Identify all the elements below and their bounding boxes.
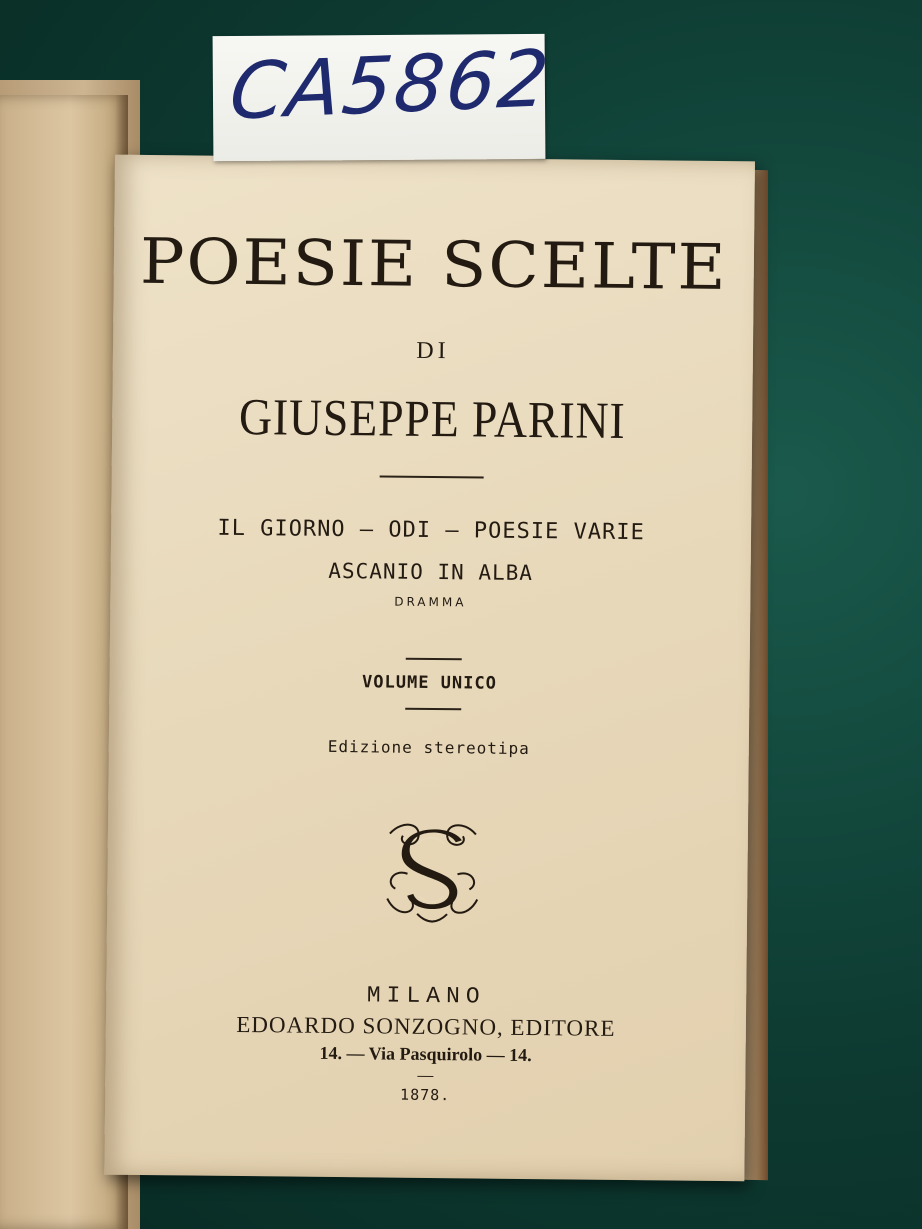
- year-rule: [417, 1076, 433, 1077]
- dramma-line: DRAMMA: [394, 594, 467, 610]
- edition-line: Edizione stereotipa: [327, 736, 530, 759]
- ascanio-line: ASCANIO IN ALBA: [328, 558, 534, 586]
- publication-year: 1878.: [400, 1085, 451, 1105]
- book-author: GIUSEPPE PARINI: [238, 388, 626, 451]
- volume-rule-bottom: [405, 708, 461, 711]
- title-page: [104, 155, 755, 1182]
- publisher-name: EDOARDO SONZOGNO, EDITORE: [236, 1011, 616, 1041]
- works-list: IL GIORNO — ODI — POESIE VARIE: [217, 515, 645, 546]
- publisher-s-monogram-icon: [377, 813, 488, 929]
- book-title: POESIE SCELTE: [139, 224, 729, 305]
- title-rule: [380, 475, 484, 478]
- title-di: DI: [416, 337, 450, 365]
- catalog-label: [213, 34, 555, 161]
- publisher-address: 14. — Via Pasquirolo — 14.: [319, 1042, 532, 1066]
- volume-line: VOLUME UNICO: [361, 672, 498, 694]
- catalog-number: CA5862: [225, 34, 555, 138]
- volume-rule-top: [406, 658, 462, 661]
- publication-city: MILANO: [366, 982, 486, 1010]
